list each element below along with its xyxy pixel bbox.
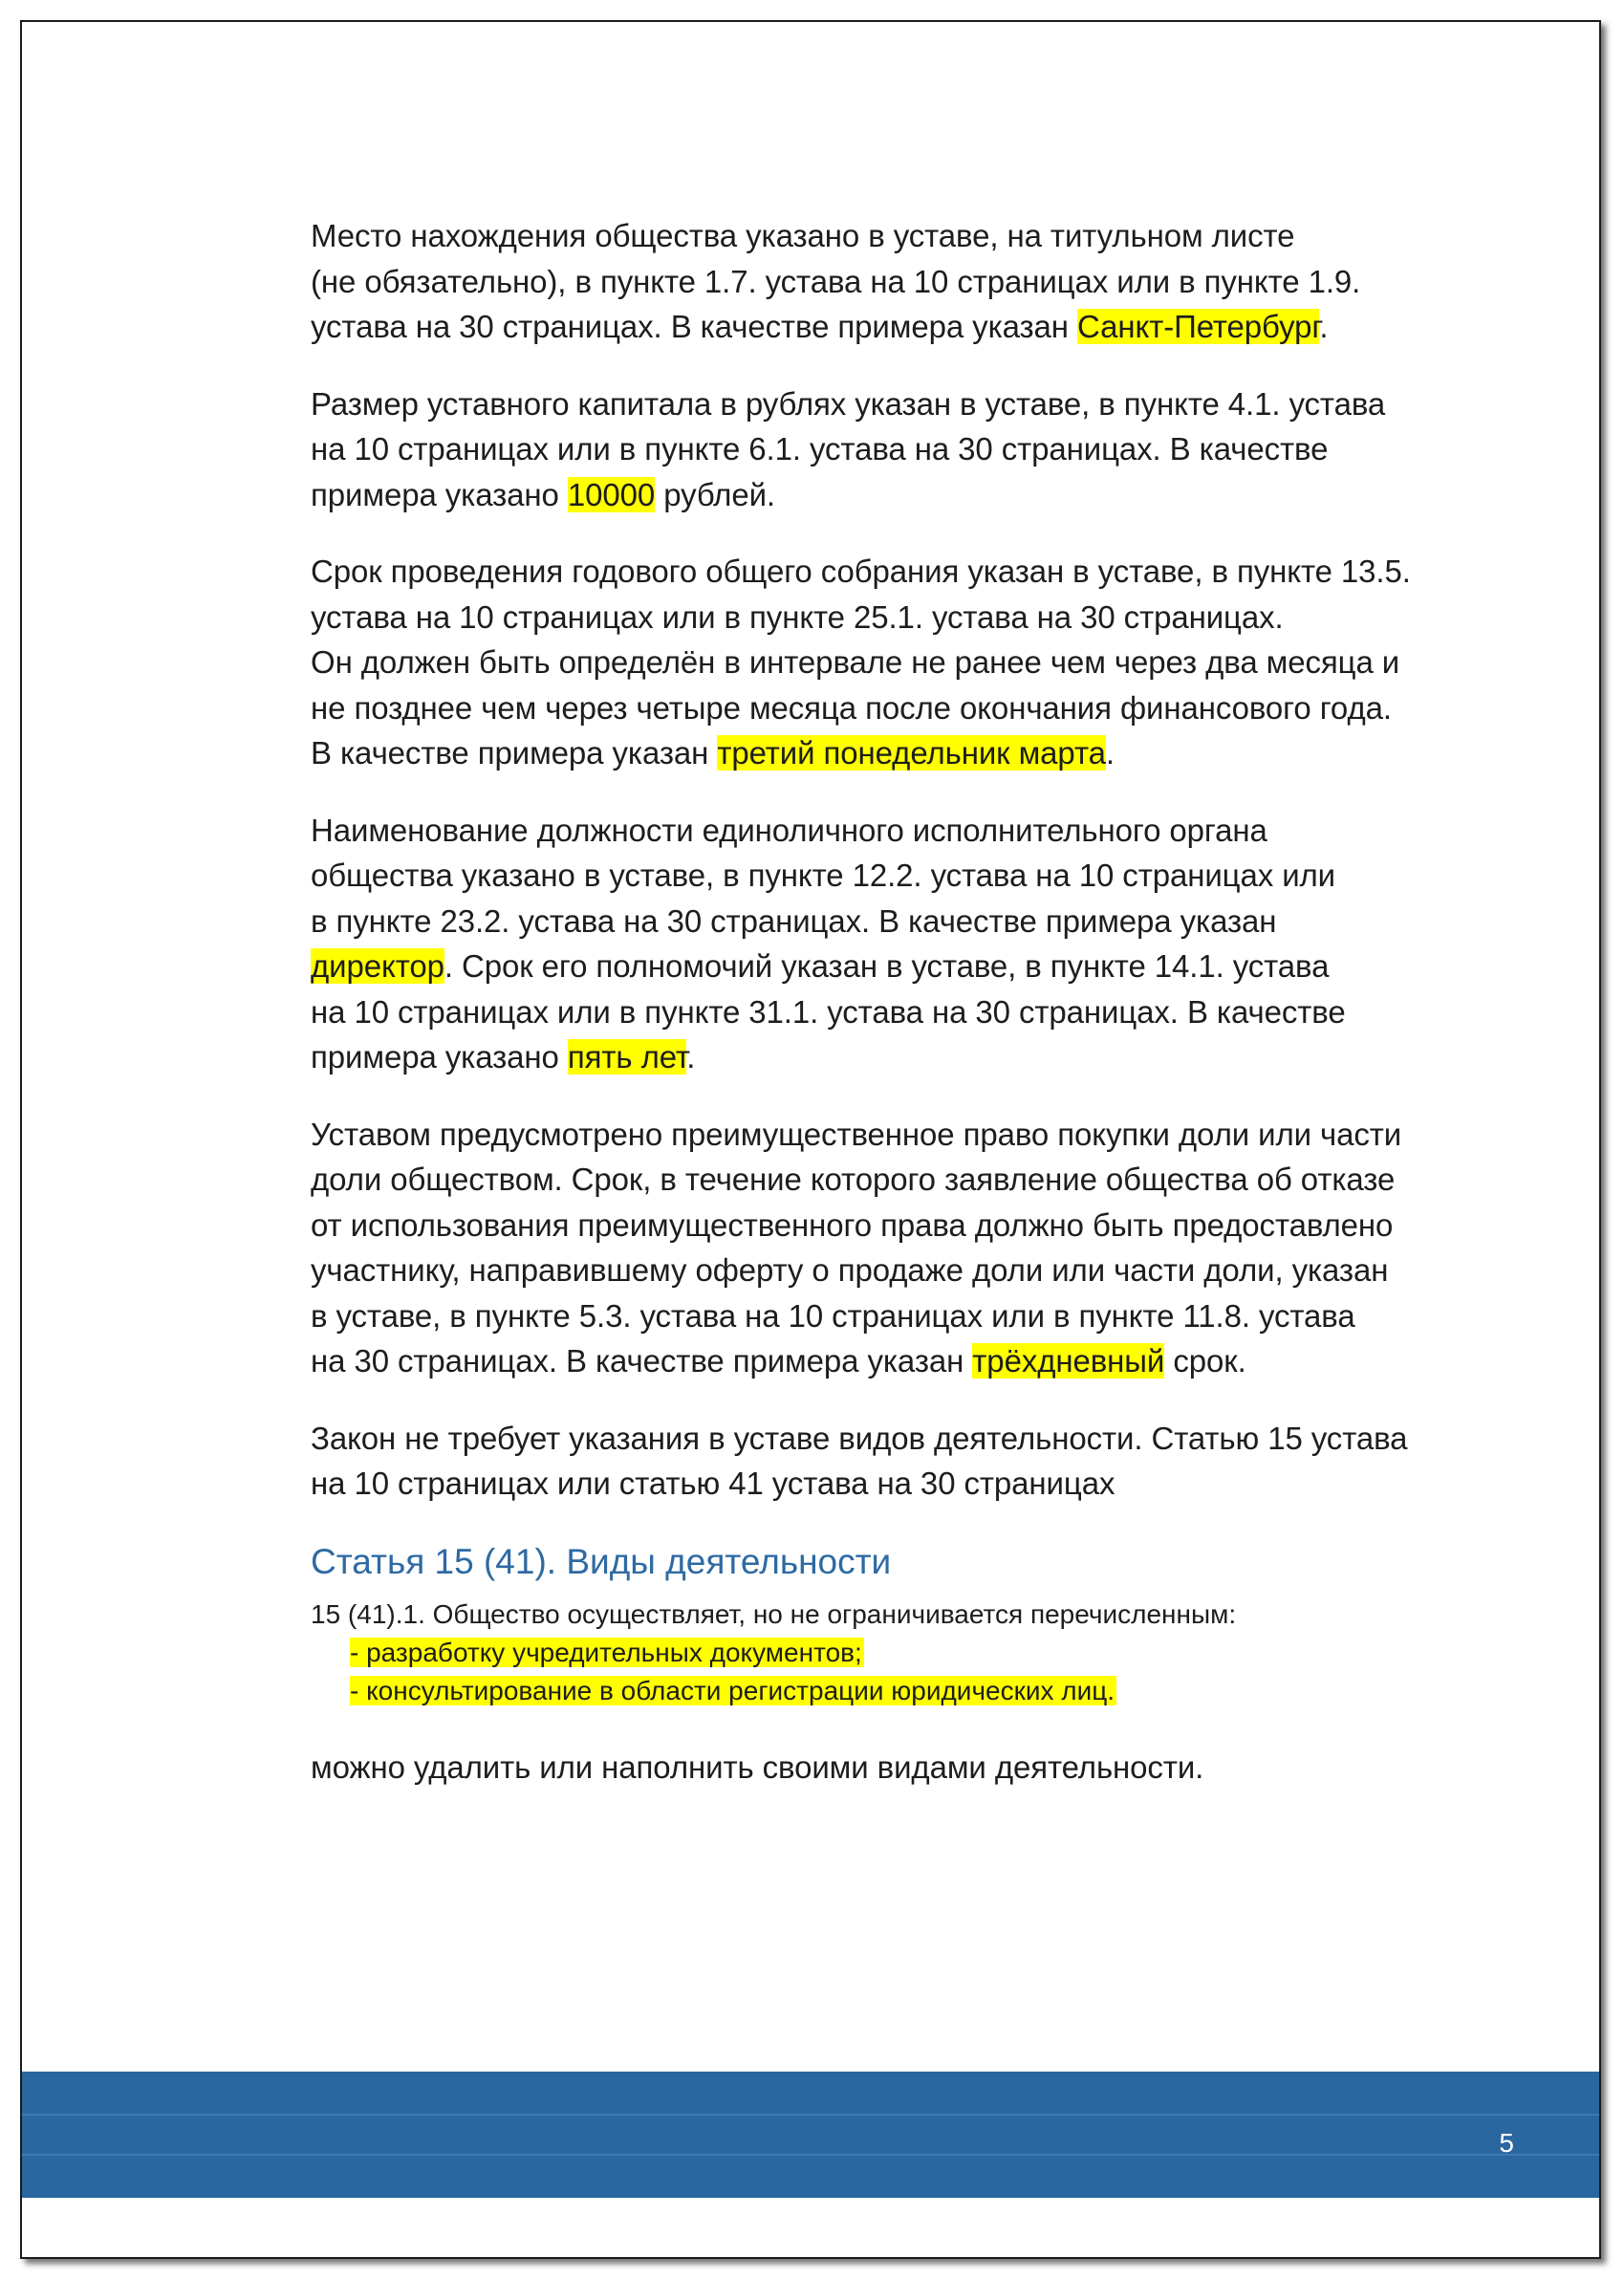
list-item xyxy=(350,1634,1525,1672)
text-line xyxy=(311,1248,1525,1293)
text-segment: на 30 страницах. В качестве примера указан xyxy=(311,1343,973,1379)
clause-text: 15 (41).1. Общество осуществляет, но не ограничивается перечисленным: xyxy=(311,1598,1237,1629)
text-line xyxy=(311,472,1525,518)
text-line xyxy=(311,944,1525,989)
text-line xyxy=(311,730,1525,776)
body-paragraph xyxy=(311,1112,1525,1384)
highlighted-text: пять лет xyxy=(567,1039,687,1075)
text-line xyxy=(311,426,1525,472)
text-line xyxy=(311,1112,1525,1158)
text-segment: устава на 10 страницах или в пункте 25.1. устава на 30 страницах. xyxy=(311,598,1284,635)
text-line xyxy=(311,899,1525,945)
text-line xyxy=(311,595,1525,641)
text-segment: участнику, направившему оферту о продаже доли или части доли, указан xyxy=(311,1252,1389,1288)
text-segment: Срок проведения годового общего собрания указан в уставе, в пункте 13.5. xyxy=(311,554,1411,589)
text-segment: примера указано xyxy=(311,1039,568,1075)
text-line xyxy=(311,381,1525,427)
text-segment: примера указано xyxy=(311,476,568,512)
text-segment: срок. xyxy=(1164,1343,1246,1379)
body-paragraph xyxy=(311,1416,1525,1507)
text-segment: Размер уставного капитала в рублях указан в уставе, в пункте 4.1. устава xyxy=(311,385,1386,422)
text-line xyxy=(311,1461,1525,1507)
section-heading: Статья 15 (41). Виды деятельности xyxy=(311,1541,892,1581)
list-item xyxy=(350,1672,1525,1710)
text-line xyxy=(311,304,1525,350)
text-segment: рублей. xyxy=(655,476,775,512)
text-segment: на 10 страницах или статью 41 устава на 30 страницах xyxy=(311,1466,1115,1501)
text-line xyxy=(311,853,1525,899)
text-segment: . xyxy=(1105,735,1115,771)
text-segment: общества указано в уставе, в пункте 12.2. устава на 10 страницах или xyxy=(311,858,1336,893)
body-paragraph xyxy=(311,381,1525,518)
text-segment: не позднее чем через четыре месяца после окончания финансового года. xyxy=(311,689,1392,726)
text-segment: в пункте 23.2. устава на 30 страницах. В качестве примера указан xyxy=(311,902,1277,939)
text-segment: устава на 30 страницах. В качестве примера указан xyxy=(311,309,1078,344)
text-line xyxy=(311,1416,1525,1462)
document-page xyxy=(20,20,1601,2259)
page-content xyxy=(311,213,1525,1821)
highlighted-text: 10000 xyxy=(567,476,656,512)
body-paragraph xyxy=(311,549,1525,776)
text-segment: доли обществом. Срок, в течение которого заявление общества об отказе xyxy=(311,1162,1396,1197)
text-line: можно удалить или наполнить своими видами деятельности. xyxy=(311,1748,1204,1785)
text-segment: Он должен быть определён в интервале не ранее чем через два месяца и xyxy=(311,644,1400,680)
footer-stripe xyxy=(22,2114,1599,2116)
body-paragraph xyxy=(311,213,1525,350)
text-line xyxy=(311,259,1525,305)
text-line xyxy=(311,213,1525,259)
highlighted-text: трёхдневный xyxy=(972,1343,1165,1379)
text-segment: . xyxy=(686,1039,696,1075)
closing-paragraph xyxy=(311,1745,1525,1791)
text-line xyxy=(311,808,1525,854)
text-segment: от использования преимущественного права должно быть предоставлено xyxy=(311,1206,1394,1243)
text-line xyxy=(311,549,1525,595)
text-segment: Закон не требует указания в уставе видов деятельности. Статью 15 устава xyxy=(311,1420,1408,1456)
text-segment: Наименование должности единоличного исполнительного органа xyxy=(311,812,1267,848)
highlighted-text: Санкт-Петербург xyxy=(1077,309,1320,344)
text-segment: на 10 страницах или в пункте 31.1. устава на 30 страницах. В качестве xyxy=(311,993,1346,1030)
text-line xyxy=(311,1034,1525,1080)
highlighted-text: - разработку учредительных документов; xyxy=(350,1637,862,1667)
text-line xyxy=(311,1293,1525,1339)
highlighted-text: директор xyxy=(311,948,444,984)
body-paragraph xyxy=(311,808,1525,1080)
text-segment: В качестве примера указан xyxy=(311,735,718,771)
text-segment: . Срок его полномочий указан в уставе, в пункте 14.1. устава xyxy=(444,948,1330,984)
activity-list xyxy=(311,1634,1525,1710)
text-line xyxy=(311,1157,1525,1203)
paragraph-list xyxy=(311,213,1525,1507)
text-line xyxy=(311,1338,1525,1384)
text-segment: (не обязательно), в пункте 1.7. устава на 10 страницах или в пункте 1.9. xyxy=(311,263,1361,299)
footer-stripe xyxy=(22,2154,1599,2156)
text-line xyxy=(311,989,1525,1035)
highlighted-text: третий понедельник марта xyxy=(717,735,1106,771)
page-number: 5 xyxy=(1499,2128,1514,2158)
text-segment: на 10 страницах или в пункте 6.1. устава на 30 страницах. В качестве xyxy=(311,431,1329,467)
highlighted-text: - консультирование в области регистрации юридических лиц. xyxy=(350,1675,1115,1705)
text-segment: Уставом предусмотрено преимущественное право покупки доли или части xyxy=(311,1116,1402,1152)
text-line xyxy=(311,1203,1525,1249)
text-line xyxy=(311,685,1525,731)
footer-band xyxy=(22,2072,1599,2198)
text-segment: в уставе, в пункте 5.3. устава на 10 страницах или в пункте 11.8. устава xyxy=(311,1297,1355,1334)
text-segment: Место нахождения общества указано в уставе, на титульном листе xyxy=(311,218,1295,253)
text-segment: . xyxy=(1319,309,1329,344)
text-line xyxy=(311,640,1525,685)
